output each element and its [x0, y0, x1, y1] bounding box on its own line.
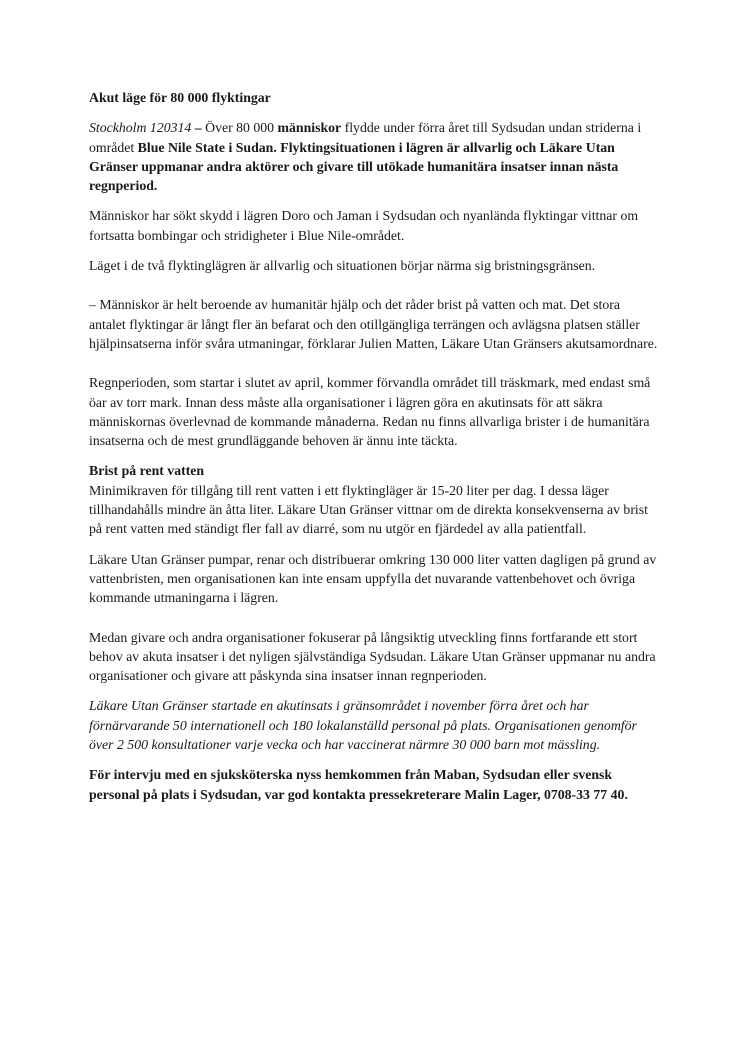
contact-info: För intervju med en sjuksköterska nyss hemkommen från Maban, Sydsudan eller svensk personal på plats i Sydsudan, var god kontakta pressekreterare Malin Lager, 0708-33 77 40.	[89, 767, 628, 802]
paragraph-7: Medan givare och andra organisationer fokuserar på långsiktig utveckling finns fortfarande ett stort behov av akuta insatser i det nyligen självständiga Sydsudan. Läkare Utan Gränser uppmanar nu andra organisationer och givare att påskynda sina insatser innan regnperioden.	[89, 629, 656, 684]
lead-text-5: Flyktingsituationen i lägren är allvarlig och Läkare Utan Gränser uppmanar andra aktörer och givare till utökade humanitära insatser innan nästa regnperiod.	[89, 139, 619, 194]
paragraph-6: Läkare Utan Gränser pumpar, renar och distribuerar omkring 130 000 liter vatten dagligen på grund av vattenbristen, men organisationen kan inte ensam uppfylla det nuvarande vattenbehovet och övriga kommande utmaningarna i lägren.	[89, 551, 657, 606]
press-release	[89, 88, 659, 804]
subheading: Brist på rent vatten	[89, 463, 205, 479]
lead-text-1: Över 80 000	[205, 120, 278, 136]
paragraph-quote: – Människor är helt beroende av humanitär hjälp och det råder brist på vatten och mat. Det stora antalet flyktingar är långt fler än befarat och den otillgängliga terrängen och avlägsna platsen ställer hjälpinsatserna inför svåra utmaningar, förklarar Julien Matten, Läkare Utan Gränsers akutsamordnare.	[89, 297, 658, 351]
lead-text-4: Blue Nile State i Sudan.	[137, 139, 277, 155]
lead-paragraph	[89, 118, 659, 195]
paragraph-2: Läget i de två flyktinglägren är allvarlig och situationen börjar närma sig bristningsgränsen.	[89, 258, 596, 274]
paragraph-4: Regnperioden, som startar i slutet av april, kommer förvandla området till träskmark, med endast små öar av torr mark. Innan dess måste alla organisationer i lägren göra en akutinsats för att säkra människornas överlevnad de kommande månaderna. Redan nu finns allvarliga brister i de humanitära insatserna och de mest grundläggande behoven är ännu inte täckta.	[89, 375, 651, 449]
dateline: Stockholm 120314	[89, 120, 192, 136]
paragraph-about: Läkare Utan Gränser startade en akutinsats i gränsområdet i november förra året och har förnärvarande 50 internationell och 180 lokalanställd personal på plats. Organisationen genomför över 2 500 konsultationer varje vecka och har vaccinerat närmre 30 000 barn mot mässling.	[89, 698, 637, 753]
paragraph-5: Minimikraven för tillgång till rent vatten i ett flyktingläger är 15-20 liter per dag. I dessa läger tillhandahålls mindre än åtta liter. Läkare Utan Gränser vittnar om de direkta konsekvenserna av brist på rent vatten med ständigt fler fall av diarré, som nu utgör en fjärdedel av alla patientfall.	[89, 482, 648, 537]
page-title: Akut läge för 80 000 flyktingar	[89, 90, 271, 105]
paragraph-1: Människor har sökt skydd i lägren Doro och Jaman i Sydsudan och nyanlända flyktingar vittnar om fortsatta bombingar och stridigheter i Blue Nile-området.	[89, 208, 639, 243]
lead-dash: –	[191, 120, 206, 136]
lead-text-3: flydde under förra året till Sydsudan undan striderna i området	[89, 120, 642, 155]
lead-text-2: människor	[277, 120, 342, 136]
